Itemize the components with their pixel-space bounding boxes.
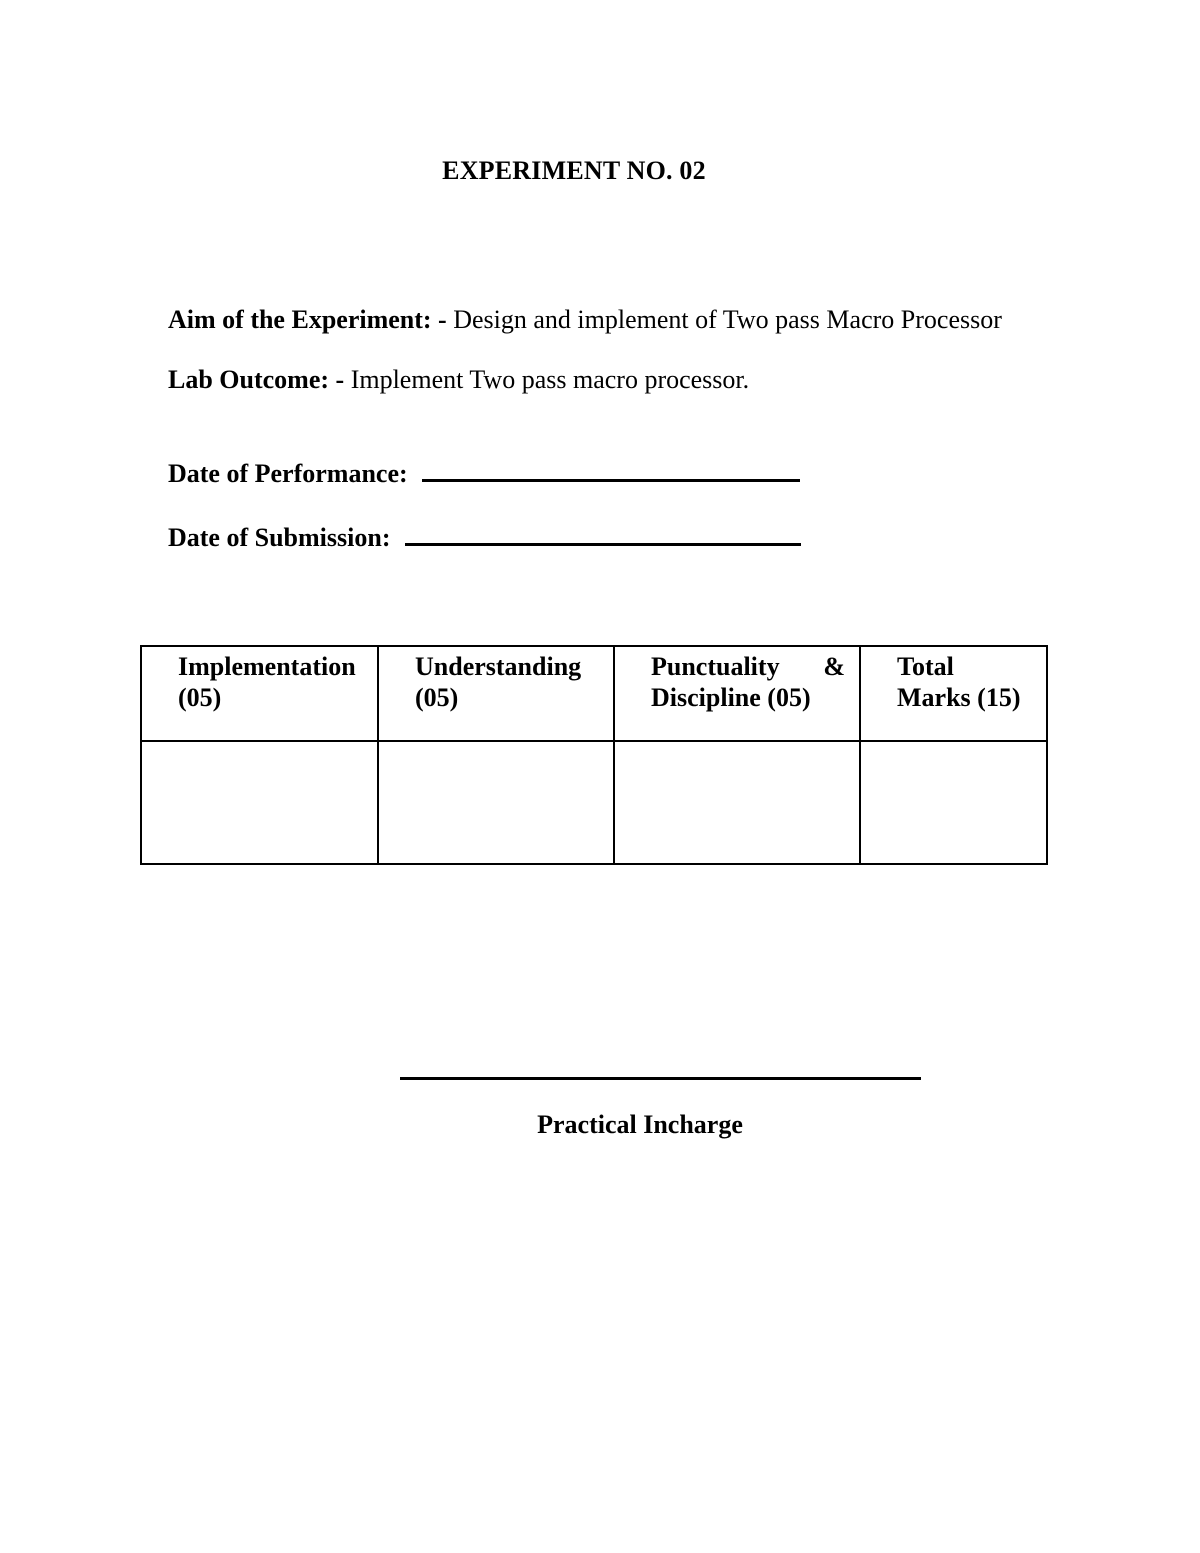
header-understanding-line2: (05) bbox=[415, 683, 459, 712]
header-understanding bbox=[378, 646, 614, 741]
header-punctuality-discipline bbox=[614, 646, 860, 741]
marks-table-header-row bbox=[141, 646, 1047, 741]
header-total-line2: Marks (15) bbox=[897, 683, 1021, 712]
marks-table-value-row bbox=[141, 741, 1047, 864]
aim-label: Aim of the Experiment: - bbox=[168, 305, 447, 334]
practical-incharge-label: Practical Incharge bbox=[537, 1110, 743, 1139]
outcome-value: Implement Two pass macro processor. bbox=[350, 365, 750, 394]
punctuality-marks-cell[interactable] bbox=[614, 741, 860, 864]
date-of-submission-label: Date of Submission: bbox=[168, 523, 391, 552]
page-title: EXPERIMENT NO. 02 bbox=[442, 156, 706, 185]
header-total-line1: Total bbox=[897, 652, 954, 681]
header-understanding-line1: Understanding bbox=[415, 652, 582, 681]
header-punctuality-line1 bbox=[651, 651, 845, 682]
date-of-performance-blank[interactable] bbox=[422, 461, 800, 482]
outcome-line bbox=[168, 365, 749, 395]
header-total-marks bbox=[860, 646, 1047, 741]
date-of-submission-line bbox=[168, 523, 801, 553]
marks-table bbox=[140, 645, 1048, 865]
date-of-submission-blank[interactable] bbox=[405, 525, 801, 546]
aim-value: Design and implement of Two pass Macro Processor bbox=[453, 305, 1002, 334]
header-ampersand: & bbox=[823, 652, 845, 681]
understanding-marks-cell[interactable] bbox=[378, 741, 614, 864]
header-punctuality-line2: Discipline (05) bbox=[651, 683, 811, 712]
outcome-label: Lab Outcome: - bbox=[168, 365, 345, 394]
header-punctuality-word: Punctuality bbox=[651, 652, 780, 681]
date-of-performance-line bbox=[168, 459, 800, 489]
signature-line[interactable] bbox=[400, 1077, 921, 1080]
aim-line bbox=[168, 305, 1002, 335]
header-implementation bbox=[141, 646, 378, 741]
implementation-marks-cell[interactable] bbox=[141, 741, 378, 864]
header-implementation-line1: Implementation bbox=[178, 652, 356, 681]
date-of-performance-label: Date of Performance: bbox=[168, 459, 408, 488]
total-marks-cell[interactable] bbox=[860, 741, 1047, 864]
header-implementation-line2: (05) bbox=[178, 683, 222, 712]
